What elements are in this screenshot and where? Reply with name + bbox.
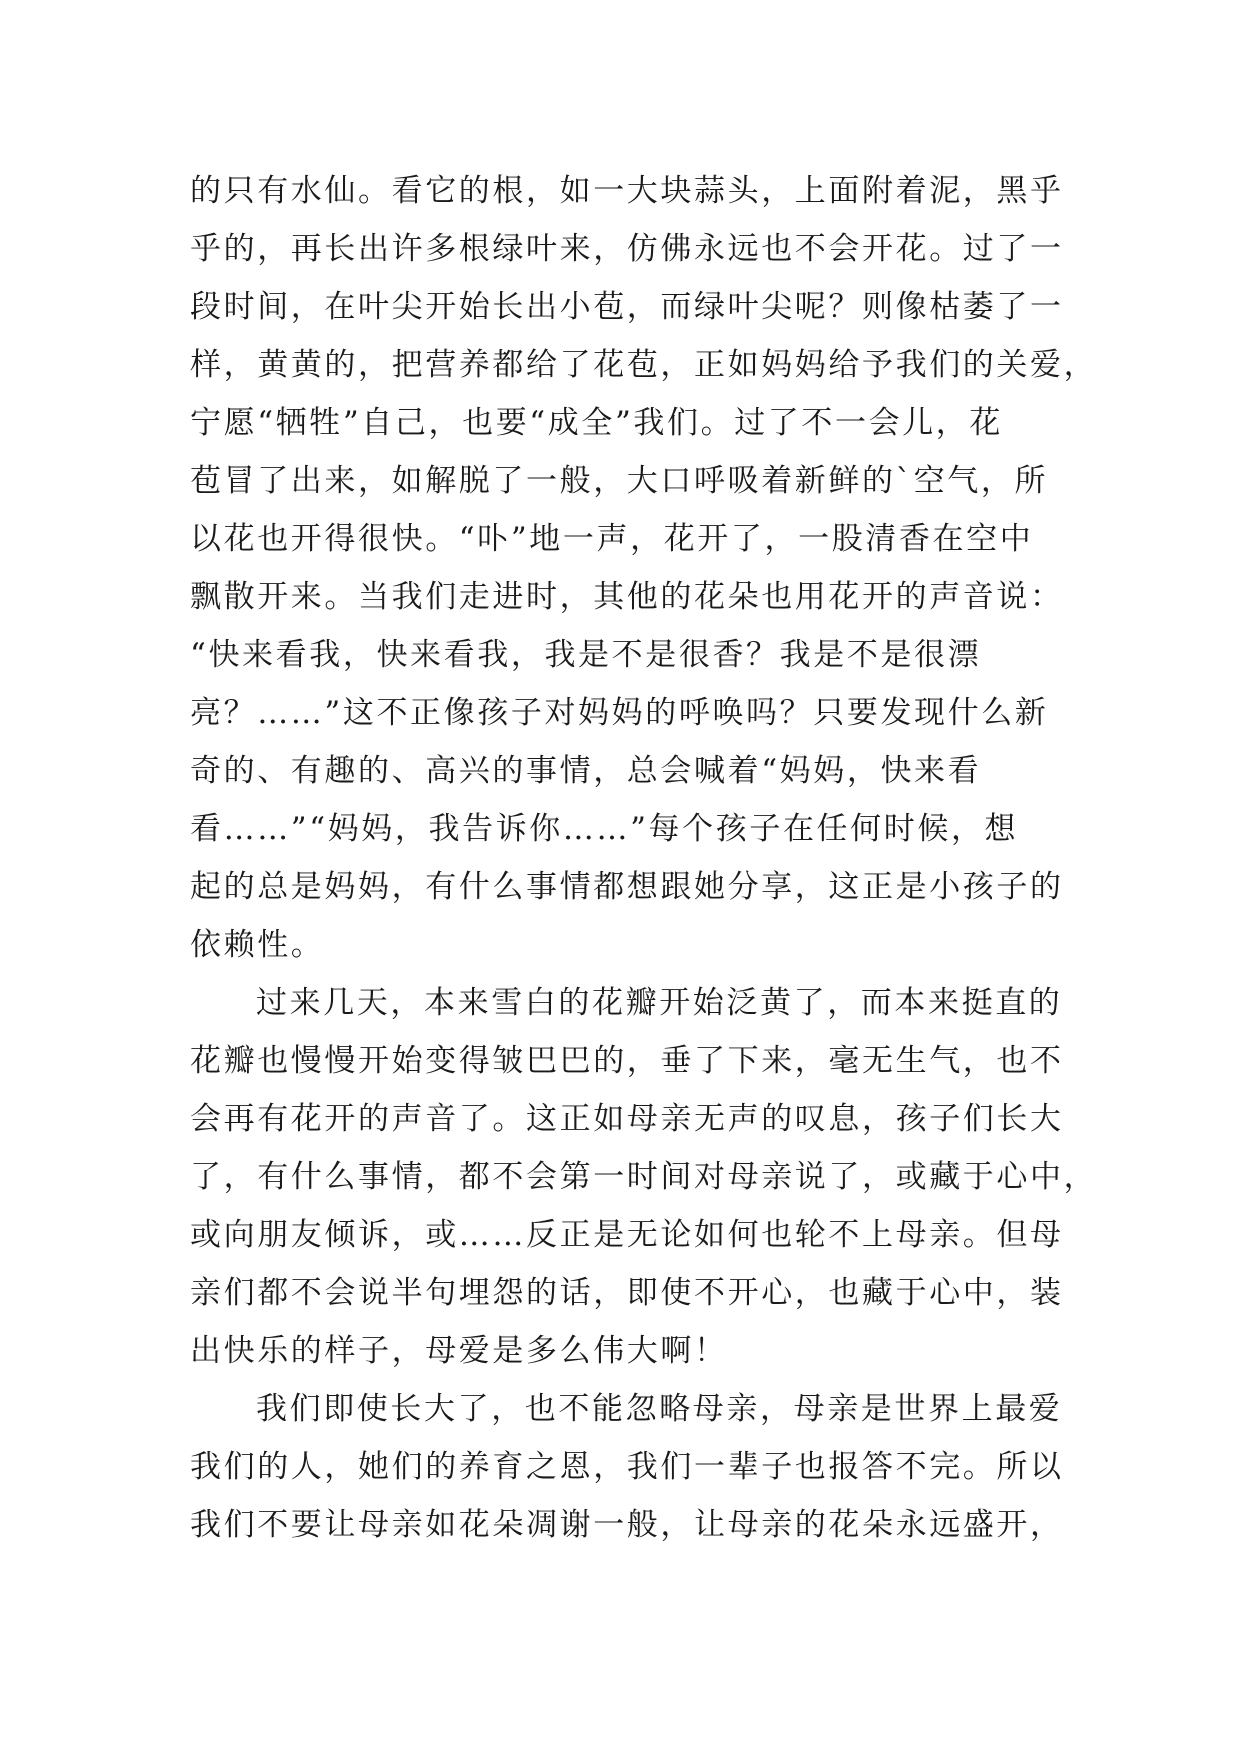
text-line: “快来看我，快来看我，我是不是很香？我是不是很漂 — [190, 637, 982, 673]
text-line: 依赖性。 — [190, 927, 325, 963]
text-line: 乎的，再长出许多根绿叶来，仿佛永远也不会开花。过了一 — [190, 231, 1064, 267]
text-line: 会再有花开的声音了。这正如母亲无声的叹息，孩子们长大 — [190, 1101, 1064, 1137]
text-line: 以花也开得很快。“卟”地一声，花开了，一股清香在空中 — [190, 521, 1034, 557]
text-line: 飘散开来。当我们走进时，其他的花朵也用花开的声音说： — [190, 579, 1064, 615]
text-line: 的只有水仙。看它的根，如一大块蒜头，上面附着泥，黑乎 — [190, 173, 1064, 209]
text-line: 花瓣也慢慢开始变得皱巴巴的，垂了下来，毫无生气，也不 — [190, 1043, 1064, 1079]
body-text — [190, 162, 1098, 1554]
text-line: 奇的、有趣的、高兴的事情，总会喊着“妈妈，快来看 — [190, 753, 982, 789]
text-line: 宁愿“牺牲”自己，也要“成全”我们。过了不一会儿，花 — [190, 405, 1003, 441]
paragraph-first-line: 我们即使长大了，也不能忽略母亲，母亲是世界上最爱 — [256, 1391, 1063, 1427]
text-line: 出快乐的样子，母爱是多么伟大啊！ — [190, 1333, 728, 1369]
text-line: 我们不要让母亲如花朵凋谢一般，让母亲的花朵永远盛开， — [190, 1507, 1064, 1543]
text-line: 看……”“妈妈，我告诉你……”每个孩子在任何时候，想 — [190, 811, 1019, 847]
text-line: 或向朋友倾诉，或……反正是无论如何也轮不上母亲。但母 — [190, 1217, 1064, 1253]
text-line: 样，黄黄的，把营养都给了花苞，正如妈妈给予我们的关爱， — [190, 347, 1098, 383]
text-line: 了，有什么事情，都不会第一时间对母亲说了，或藏于心中， — [190, 1159, 1098, 1195]
text-line: 亮？……”这不正像孩子对妈妈的呼唤吗？只要发现什么新 — [190, 695, 1049, 731]
text-line: 我们的人，她们的养育之恩，我们一辈子也报答不完。所以 — [190, 1449, 1064, 1485]
text-line: 亲们都不会说半句埋怨的话，即使不开心，也藏于心中，装 — [190, 1275, 1064, 1311]
paragraph-first-line: 过来几天，本来雪白的花瓣开始泛黄了，而本来挺直的 — [256, 985, 1063, 1021]
text-line: 起的总是妈妈，有什么事情都想跟她分享，这正是小孩子的 — [190, 869, 1064, 905]
text-line: 苞冒了出来，如解脱了一般，大口呼吸着新鲜的`空气，所 — [190, 463, 1049, 499]
text-line: 段时间，在叶尖开始长出小苞，而绿叶尖呢？则像枯萎了一 — [190, 289, 1064, 325]
